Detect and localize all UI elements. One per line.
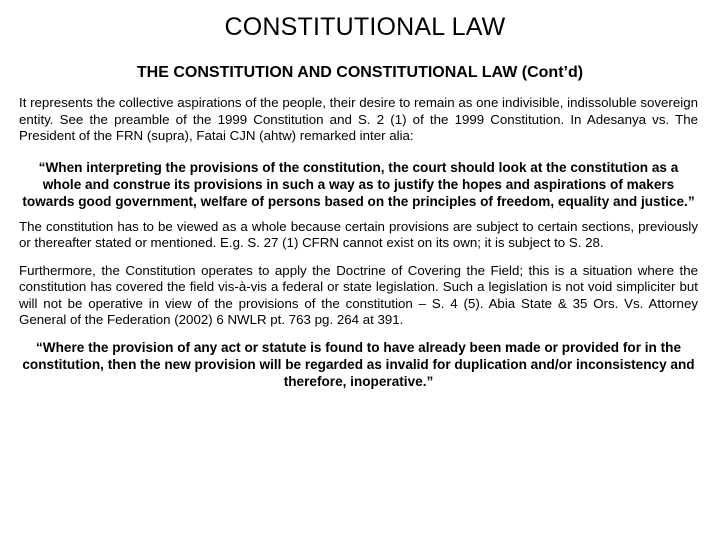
quote-duplication: “Where the provision of any act or statute is found to have already been made or provided for in the constitution, then the new provision will be regarded as invalid for duplication and/or inconsistency and therefore, inoperative.” [22, 339, 695, 389]
slide-subtitle: THE CONSTITUTION AND CONSTITUTIONAL LAW (Cont’d) [136, 64, 584, 81]
paragraph-whole-view: The constitution has to be viewed as a whole because certain provisions are subject to certain sections, previously or thereafter stated or mentioned. E.g. S. 27 (1) CFRN cannot exist on its own; it is subject to S. 28. [19, 218, 698, 250]
paragraph-covering-field: Furthermore, the Constitution operates to apply the Doctrine of Covering the Field; this is a situation where the constitution has covered the field vis-à-vis a federal or state legislation. Such a legislation is not void simpliciter but will not be operative in view of the provisions of the constitution – S. 4 (5). Abia State & 35 Ors. Vs. Attorney General of the Federation (2002) 6 NWLR pt. 763 pg. 264 at 391. [19, 262, 698, 327]
paragraph-intro: It represents the collective aspirations of the people, their desire to remain as one indivisible, indissoluble sovereign entity. See the preamble of the 1999 Constitution and S. 2 (1) of the 1999 Constitution. In Adesanya vs. The President of the FRN (supra), Fatai CJN (ahtw) remarked inter alia: [19, 95, 698, 143]
slide-title: CONSTITUTIONAL LAW [224, 13, 506, 41]
slide-body [19, 95, 698, 390]
quote-interpretation: “When interpreting the provisions of the constitution, the court should look at the constitution as a whole and construe its provisions in such a way as to justify the hopes and aspirations of makers towards good government, welfare of persons based on the principles of freedom, equality and justice.” [22, 159, 695, 209]
